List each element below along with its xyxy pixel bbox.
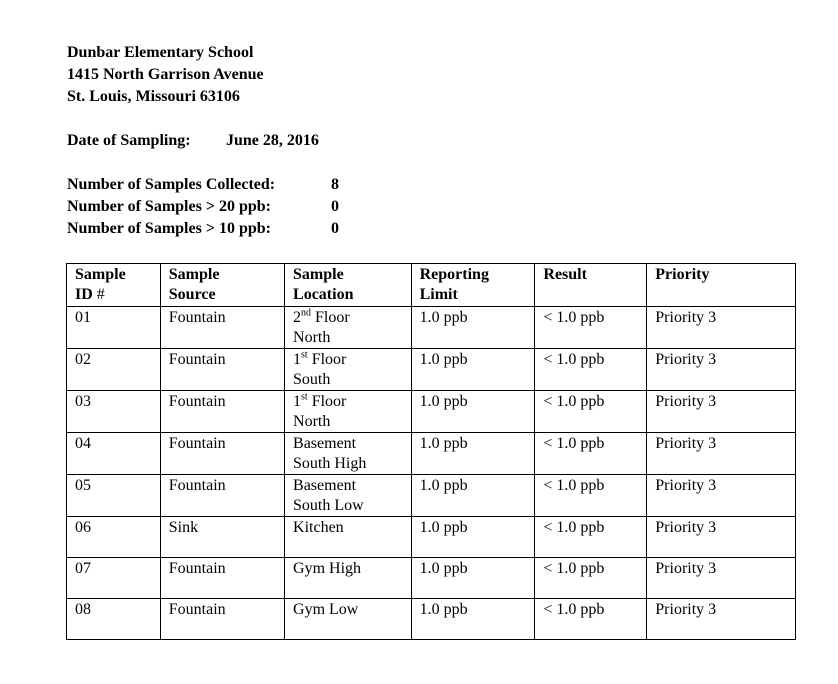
column-header <box>160 264 284 307</box>
sampling-date: June 28, 2016 <box>226 132 319 149</box>
sample-location: Gym Low <box>285 599 412 640</box>
table-row <box>67 391 796 433</box>
priority: Priority 3 <box>647 433 796 475</box>
sample-id: 03 <box>67 391 161 433</box>
reporting-limit: 1.0 ppb <box>411 391 535 433</box>
result: < 1.0 ppb <box>535 349 647 391</box>
column-header <box>411 264 535 307</box>
column-header <box>285 264 412 307</box>
table-row <box>67 517 796 558</box>
sample-id: 04 <box>67 433 161 475</box>
sample-location: Basement South Low <box>285 475 412 517</box>
header-line1: Sample <box>75 266 126 283</box>
result: < 1.0 ppb <box>535 391 647 433</box>
sample-source: Fountain <box>160 599 284 640</box>
reporting-limit: 1.0 ppb <box>411 558 535 599</box>
priority: Priority 3 <box>647 599 796 640</box>
sample-source: Fountain <box>160 475 284 517</box>
sample-id: 06 <box>67 517 161 558</box>
count-label: Number of Samples > 20 ppb: <box>67 198 271 215</box>
sampling-date-label: Date of Sampling: <box>67 132 191 149</box>
header-line1: Priority <box>655 266 710 283</box>
result: < 1.0 ppb <box>535 599 647 640</box>
reporting-limit: 1.0 ppb <box>411 599 535 640</box>
sample-id: 02 <box>67 349 161 391</box>
sample-location: Kitchen <box>285 517 412 558</box>
sample-location: Basement South High <box>285 433 412 475</box>
header-line2: Limit <box>419 286 458 303</box>
sample-source: Fountain <box>160 558 284 599</box>
reporting-limit: 1.0 ppb <box>411 349 535 391</box>
sample-id: 05 <box>67 475 161 517</box>
count-value: 0 <box>331 220 339 237</box>
result: < 1.0 ppb <box>535 433 647 475</box>
results-table <box>66 263 796 640</box>
result: < 1.0 ppb <box>535 517 647 558</box>
header-line1: Sample <box>293 266 344 283</box>
priority: Priority 3 <box>647 307 796 349</box>
sample-source: Sink <box>160 517 284 558</box>
table-row <box>67 558 796 599</box>
count-label: Number of Samples > 10 ppb: <box>67 220 271 237</box>
school-name: Dunbar Elementary School <box>67 44 254 61</box>
sample-location: 1st Floor South <box>285 349 412 391</box>
result: < 1.0 ppb <box>535 475 647 517</box>
priority: Priority 3 <box>647 391 796 433</box>
sample-location: Gym High <box>285 558 412 599</box>
count-value: 8 <box>331 176 339 193</box>
sample-id: 08 <box>67 599 161 640</box>
priority: Priority 3 <box>647 349 796 391</box>
sample-location: 1st Floor North <box>285 391 412 433</box>
table-row <box>67 349 796 391</box>
header-line1: Sample <box>168 266 220 283</box>
result: < 1.0 ppb <box>535 558 647 599</box>
school-city: St. Louis, Missouri 63106 <box>67 88 240 105</box>
header-line1: Result <box>543 266 587 283</box>
sample-source: Fountain <box>160 433 284 475</box>
priority: Priority 3 <box>647 558 796 599</box>
header-line2: ID <box>75 286 93 303</box>
column-header <box>535 264 647 307</box>
count-label: Number of Samples Collected: <box>67 176 276 193</box>
school-street: 1415 North Garrison Avenue <box>67 66 264 83</box>
reporting-limit: 1.0 ppb <box>411 517 535 558</box>
result: < 1.0 ppb <box>535 307 647 349</box>
reporting-limit: 1.0 ppb <box>411 475 535 517</box>
header-suffix: # <box>92 286 105 303</box>
table-row <box>67 433 796 475</box>
priority: Priority 3 <box>647 475 796 517</box>
sample-id: 01 <box>67 307 161 349</box>
reporting-limit: 1.0 ppb <box>411 433 535 475</box>
header-line2: Source <box>168 286 216 303</box>
sample-location: 2nd Floor North <box>285 307 412 349</box>
table-row <box>67 307 796 349</box>
priority: Priority 3 <box>647 517 796 558</box>
header-line2: Location <box>293 286 354 303</box>
header-line1: Reporting <box>419 266 489 283</box>
sample-source: Fountain <box>160 391 284 433</box>
table-row <box>67 599 796 640</box>
sample-id: 07 <box>67 558 161 599</box>
column-header <box>647 264 796 307</box>
sample-source: Fountain <box>160 349 284 391</box>
column-header <box>67 264 161 307</box>
table-row <box>67 475 796 517</box>
count-value: 0 <box>331 198 339 215</box>
sample-source: Fountain <box>160 307 284 349</box>
reporting-limit: 1.0 ppb <box>411 307 535 349</box>
